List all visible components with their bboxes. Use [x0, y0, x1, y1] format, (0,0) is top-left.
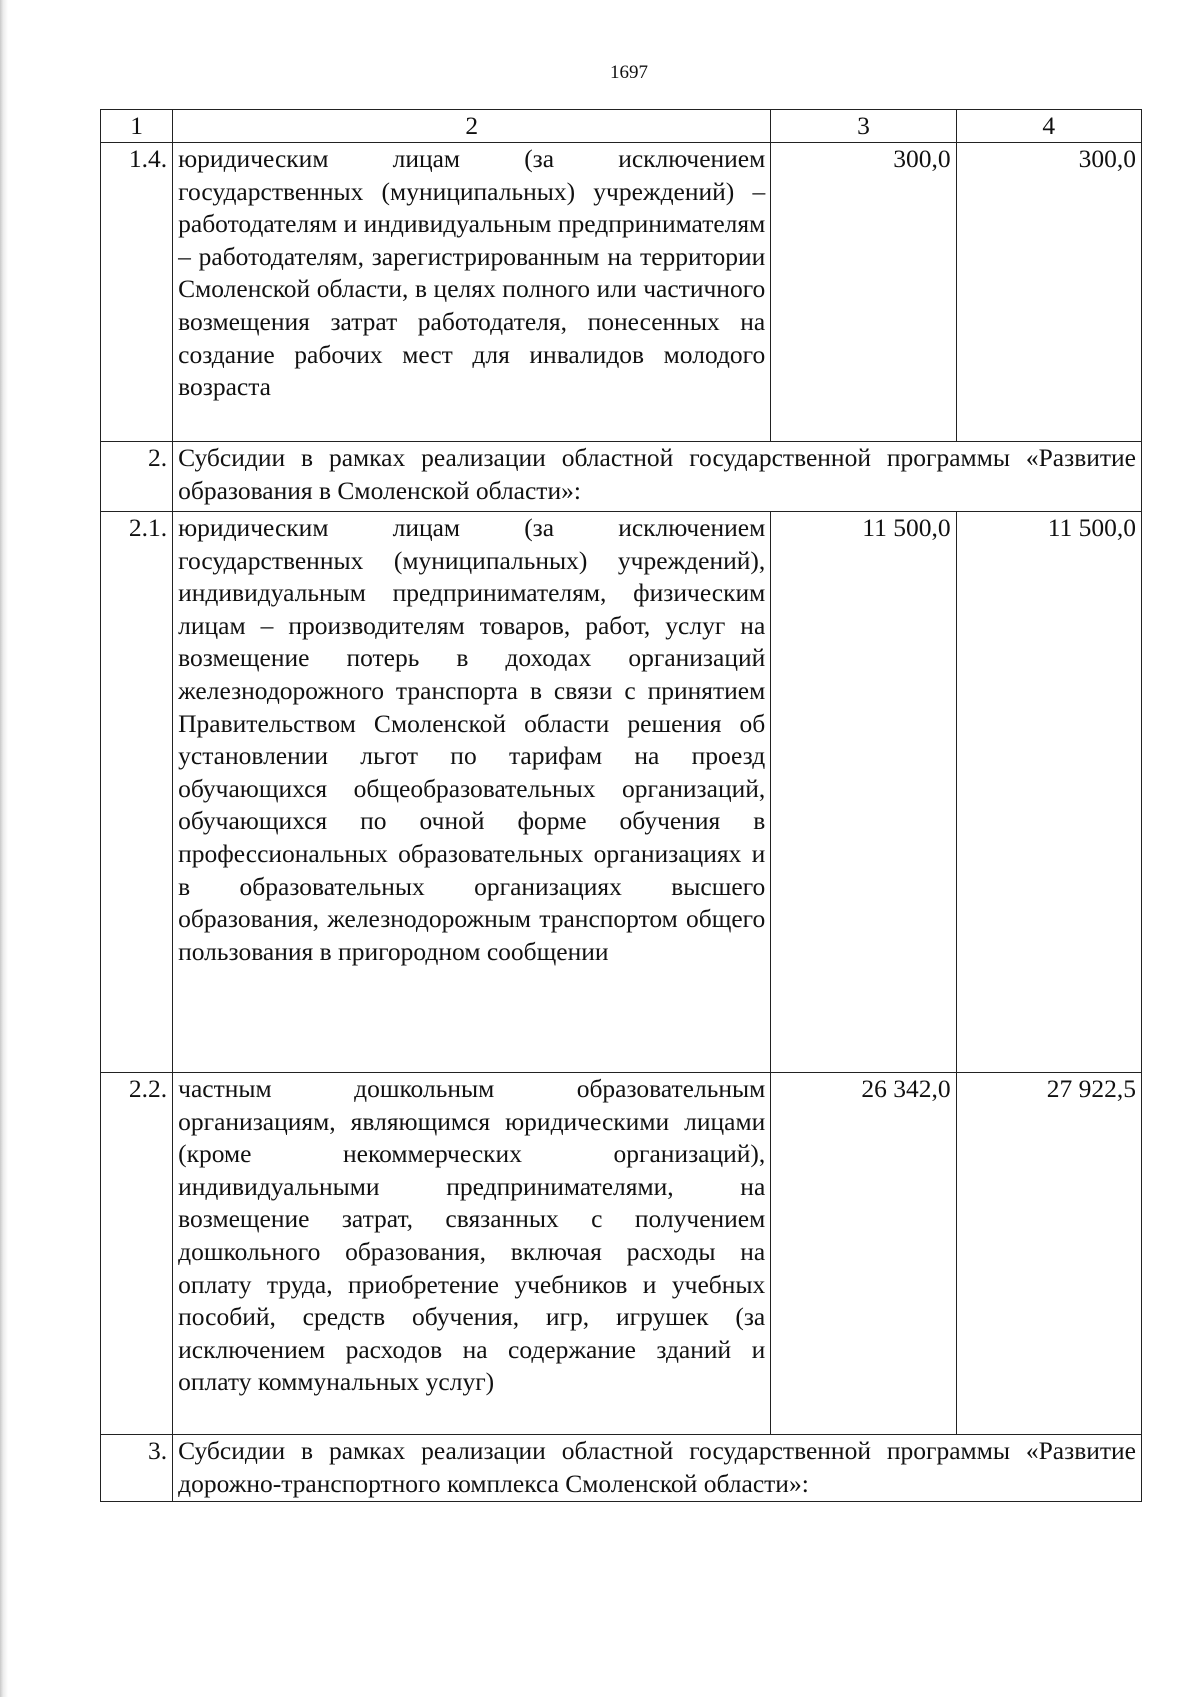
column-header-1: 1	[101, 110, 173, 143]
row-number: 2.1.	[101, 512, 173, 1073]
subsidy-table	[100, 109, 1142, 1502]
row-number: 1.4.	[101, 143, 173, 442]
row-value-col3: 300,0	[771, 143, 956, 442]
row-value-col4: 11 500,0	[956, 512, 1141, 1073]
column-header-4: 4	[956, 110, 1141, 143]
column-number-row	[101, 110, 1142, 143]
table-row	[101, 442, 1142, 512]
row-value-col4: 27 922,5	[956, 1073, 1141, 1435]
row-number: 2.	[101, 442, 173, 512]
table-row	[101, 512, 1142, 1073]
row-section-title: Субсидии в рамках реализации областной государственной программы «Развитие образования в Смоленской области»:	[173, 442, 1142, 512]
table-row	[101, 143, 1142, 442]
table-row	[101, 1073, 1142, 1435]
row-value-col3: 26 342,0	[771, 1073, 956, 1435]
column-header-2: 2	[173, 110, 771, 143]
row-description: юридическим лицам (за исключением государственных (муниципальных) учреждений) – работодателям и индивидуальным предпринимателям – работодателям, зарегистрированным на территории Смоленской области, в целях полного или частичного возмещения затрат работодателя, понесенных на создание рабочих мест для инвалидов молодого возраста	[173, 143, 771, 442]
row-number: 2.2.	[101, 1073, 173, 1435]
row-section-title: Субсидии в рамках реализации областной государственной программы «Развитие дорожно-транспортного комплекса Смоленской области»:	[173, 1435, 1142, 1502]
row-value-col4: 300,0	[956, 143, 1141, 442]
column-header-3: 3	[771, 110, 956, 143]
row-value-col3: 11 500,0	[771, 512, 956, 1073]
row-description: юридическим лицам (за исключением государственных (муниципальных) учреждений), индивидуальным предпринимателям, физическим лицам – производителям товаров, работ, услуг на возмещение потерь в доходах организаций железнодорожного транспорта в связи с принятием Правительством Смоленской области решения об установлении льгот по тарифам на проезд обучающихся общеобразовательных организаций, обучающихся по очной форме обучения в профессиональных образовательных организациях и в образовательных организациях высшего образования, железнодорожным транспортом общего пользования в пригородном сообщении	[173, 512, 771, 1073]
row-description: частным дошкольным образовательным организациям, являющимся юридическими лицами (кроме некоммерческих организаций), индивидуальными предпринимателями, на возмещение затрат, связанных с получением дошкольного образования, включая расходы на оплату труда, приобретение учебников и учебных пособий, средств обучения, игр, игрушек (за исключением расходов на содержание зданий и оплату коммунальных услуг)	[173, 1073, 771, 1435]
scan-edge-shadow	[0, 0, 8, 1697]
row-number: 3.	[101, 1435, 173, 1502]
page-number: 1697	[610, 62, 648, 83]
table-row	[101, 1435, 1142, 1502]
